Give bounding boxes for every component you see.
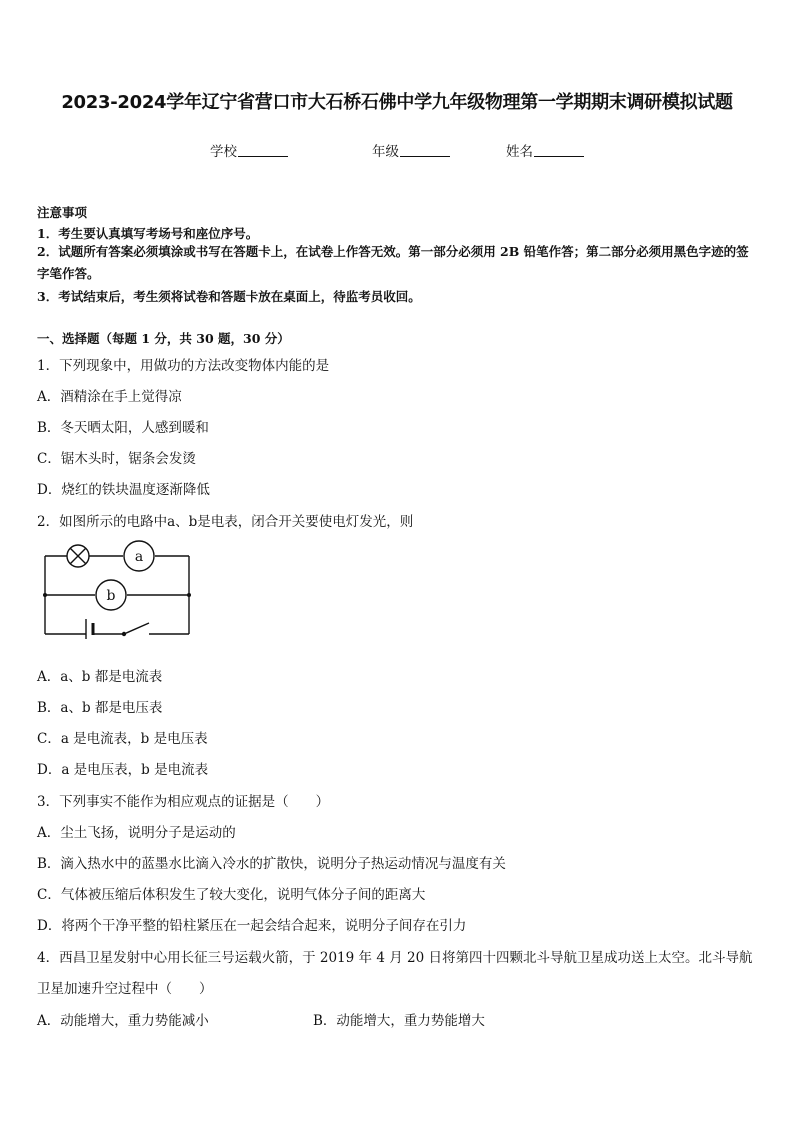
question-stem: 2．如图所示的电路中a、b是电表，闭合开关要使电灯发光，则: [37, 514, 414, 530]
name-field: [506, 140, 584, 160]
option-d: D．烧红的铁块温度逐渐降低: [37, 482, 210, 498]
option-b: B．滴入热水中的蓝墨水比滴入冷水的扩散快，说明分子热运动情况与温度有关: [37, 856, 506, 872]
option-a: A．a、b 都是电流表: [37, 669, 163, 685]
question-stem: 1．下列现象中，用做功的方法改变物体内能的是: [37, 358, 330, 374]
meter-a-icon: [124, 541, 154, 571]
question-stem: 4．西昌卫星发射中心用长征三号运载火箭，于 2019 年 4 月 20 日将第四十四颗北斗导航卫星成功送上太空。北斗导航卫星加速升空过程中（ ）: [37, 950, 753, 997]
battery-icon: [86, 619, 93, 639]
meter-b-icon: [96, 580, 126, 610]
switch-icon: [122, 632, 126, 636]
option-a: A．动能增大，重力势能减小: [37, 1013, 209, 1029]
option-a: A．酒精涂在手上觉得凉: [37, 389, 182, 405]
option-b: B．a、b 都是电压表: [37, 700, 163, 716]
school-field: [210, 140, 288, 160]
section-heading: 一、选择题（每题 1 分，共 30 题，30 分）: [37, 331, 290, 346]
grade-field: [372, 140, 450, 160]
school-label: 学校: [210, 144, 237, 160]
lamp-icon: [67, 545, 89, 567]
circuit-diagram: [38, 540, 198, 640]
option-d: D．将两个干净平整的铅柱紧压在一起会结合起来，说明分子间存在引力: [37, 918, 467, 934]
option-c: C．锯木头时，锯条会发烫: [37, 451, 196, 467]
notice-item: 1．考生要认真填写考场号和座位序号。: [37, 226, 259, 241]
option-d: D．a 是电压表，b 是电流表: [37, 762, 209, 778]
notice-heading: 注意事项: [37, 205, 88, 220]
option-c: C．a 是电流表，b 是电压表: [37, 731, 208, 747]
grade-blank: [400, 144, 450, 157]
page-title: 2023-2024学年辽宁省营口市大石桥石佛中学九年级物理第一学期期末调研模拟试题: [61, 92, 733, 113]
name-blank: [534, 144, 584, 157]
option-c: C．气体被压缩后体积发生了较大变化，说明气体分子间的距离大: [37, 887, 426, 903]
question-stem: 3．下列事实不能作为相应观点的证据是（ ）: [37, 794, 330, 810]
meter-b-label: b: [106, 588, 116, 604]
meter-a-label: a: [134, 549, 144, 565]
notice-item: 2．试题所有答案必须填涂或书写在答题卡上，在试卷上作答无效。第一部分必须用 2B 铅笔作答；第二部分必须用黑色字迹的签字笔作答。: [37, 244, 749, 281]
school-blank: [238, 144, 288, 157]
option-a: A．尘土飞扬，说明分子是运动的: [37, 825, 236, 841]
grade-label: 年级: [372, 144, 399, 160]
option-b: B．冬天晒太阳，人感到暖和: [37, 420, 209, 436]
name-label: 姓名: [506, 144, 533, 160]
notice-item: 3．考试结束后，考生须将试卷和答题卡放在桌面上，待监考员收回。: [37, 289, 421, 304]
option-b: B．动能增大，重力势能增大: [313, 1013, 485, 1029]
